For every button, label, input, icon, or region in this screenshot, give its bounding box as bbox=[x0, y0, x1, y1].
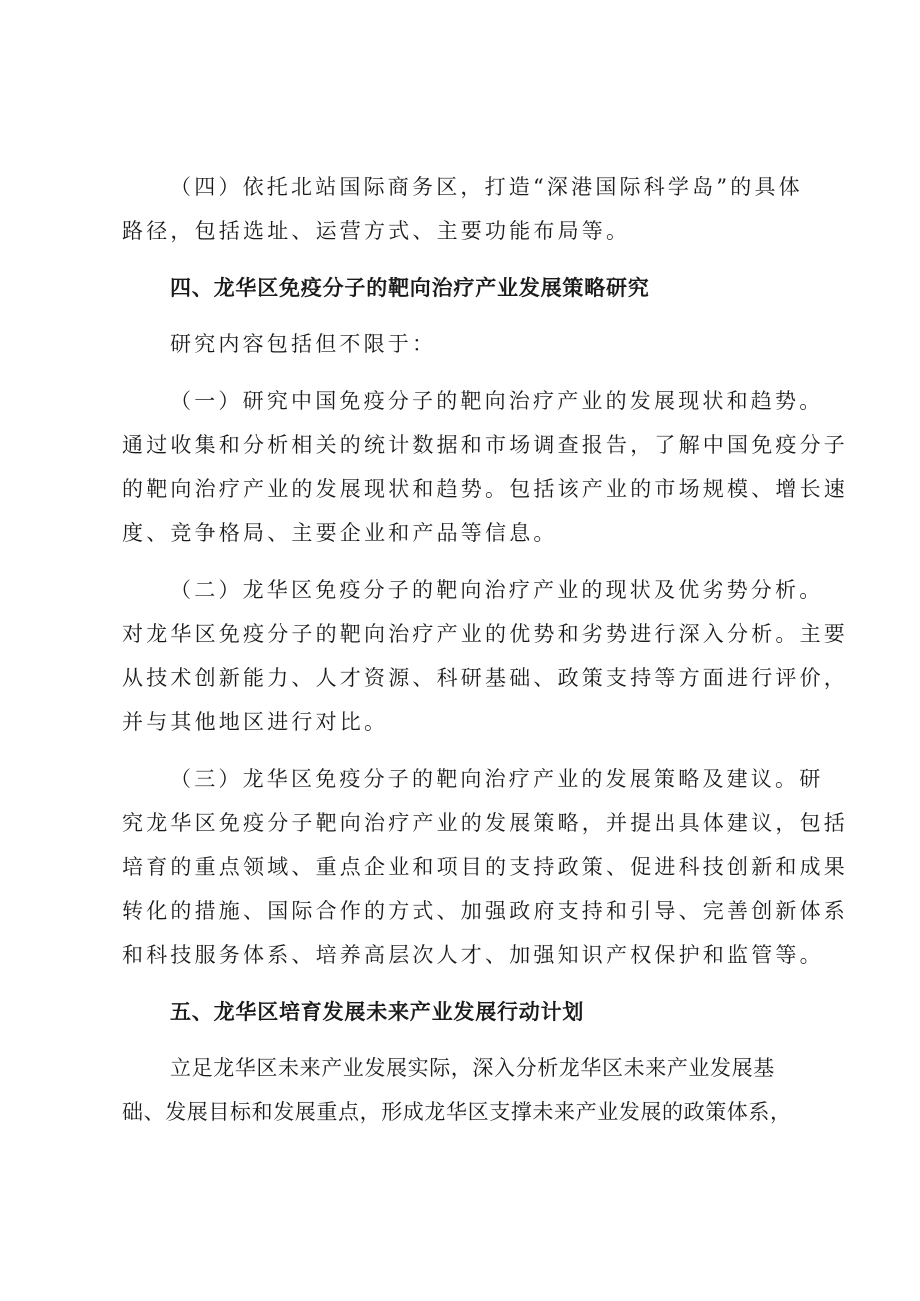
paragraph-action-plan bbox=[122, 1046, 822, 1134]
section-heading-4 bbox=[122, 266, 822, 310]
text-line: 转化的措施、国际合作的方式、加强政府支持和引导、完善创新体系 bbox=[122, 899, 848, 923]
text-line: 研究内容包括但不限于： bbox=[170, 332, 437, 356]
section-heading-5 bbox=[122, 990, 822, 1034]
text-line: 础、发展目标和发展重点，形成龙华区支撑未来产业发展的政策体系， bbox=[122, 1100, 792, 1124]
text-line: 路径，包括选址、运营方式、主要功能布局等。 bbox=[122, 219, 631, 243]
text-line: （一）研究中国免疫分子的靶向治疗产业的发展现状和趋势。 bbox=[170, 389, 824, 413]
text-line: 通过收集和分析相关的统计数据和市场调查报告，了解中国免疫分子 bbox=[122, 433, 848, 457]
text-line: 对龙华区免疫分子的靶向治疗产业的优势和劣势进行深入分析。主要 bbox=[122, 622, 848, 646]
paragraph-section-3-item-4 bbox=[122, 165, 822, 253]
text-line: 培育的重点领域、重点企业和项目的支持政策、促进科技创新和成果 bbox=[122, 855, 848, 879]
paragraph-research-intro bbox=[122, 322, 822, 366]
document-body bbox=[122, 165, 848, 1147]
heading-text: 四、龙华区免疫分子的靶向治疗产业发展策略研究 bbox=[170, 276, 650, 300]
text-line: （二）龙华区免疫分子的靶向治疗产业的现状及优劣势分析。 bbox=[170, 578, 824, 602]
text-line: 和科技服务体系、培养高层次人才、加强知识产权保护和监管等。 bbox=[122, 943, 824, 967]
text-line: （四）依托北站国际商务区，打造“深港国际科学岛”的具体 bbox=[170, 175, 803, 199]
paragraph-item-1 bbox=[122, 379, 848, 555]
text-line: 从技术创新能力、人才资源、科研基础、政策支持等方面进行评价， bbox=[122, 666, 848, 690]
paragraph-item-2 bbox=[122, 568, 848, 744]
text-line: （三）龙华区免疫分子的靶向治疗产业的发展策略及建议。研 bbox=[170, 767, 824, 791]
text-line: 度、竞争格局、主要企业和产品等信息。 bbox=[122, 521, 558, 545]
text-line: 并与其他地区进行对比。 bbox=[122, 710, 389, 734]
text-line: 的靶向治疗产业的发展现状和趋势。包括该产业的市场规模、增长速 bbox=[122, 477, 848, 501]
text-line: 立足龙华区未来产业发展实际，深入分析龙华区未来产业发展基 bbox=[170, 1056, 775, 1080]
heading-text: 五、龙华区培育发展未来产业发展行动计划 bbox=[170, 1000, 585, 1024]
paragraph-item-3 bbox=[122, 757, 848, 977]
text-line: 究龙华区免疫分子靶向治疗产业的发展策略，并提出具体建议，包括 bbox=[122, 811, 848, 835]
